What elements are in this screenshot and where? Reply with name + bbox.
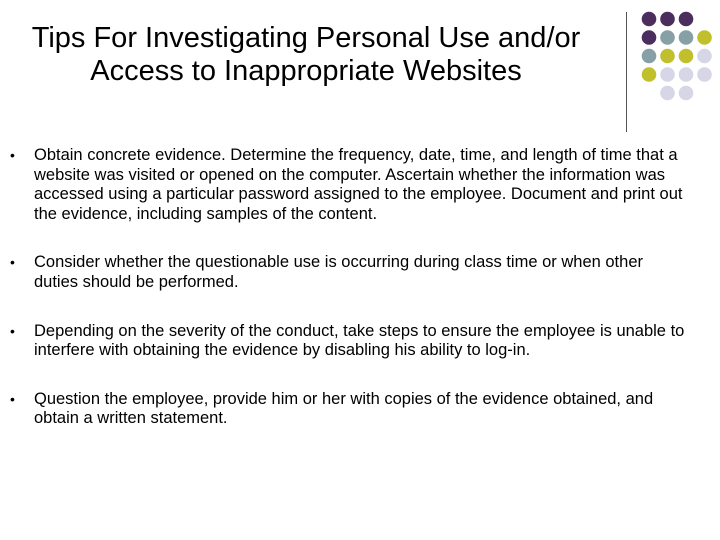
decorative-dot-olive — [679, 49, 694, 64]
slide-title-line-1: Tips For Investigating Personal Use and/or — [31, 22, 581, 54]
title-divider-line — [626, 12, 627, 132]
bullet-list — [10, 146, 690, 429]
decorative-dot-light — [697, 67, 712, 82]
decorative-dot-olive — [697, 30, 712, 45]
decorative-dot-purple — [642, 12, 657, 27]
decorative-dot-purple — [679, 12, 694, 27]
decorative-dot-teal — [679, 30, 694, 45]
decorative-dot-light — [660, 86, 675, 101]
decorative-dot-light — [679, 67, 694, 82]
bullet-marker: • — [10, 254, 15, 271]
decorative-dot-light — [679, 86, 694, 101]
bullet-marker: • — [10, 322, 15, 339]
bullet-text: Depending on the severity of the conduct, take steps to ensure the employee is unable to interfere with obtaining the evidence by disabling his ability to log-in. — [34, 321, 685, 360]
decorative-dot-purple — [642, 30, 657, 45]
decorative-dot-grid — [640, 11, 720, 121]
bullet-marker: • — [10, 390, 15, 407]
decorative-dot-teal — [642, 49, 657, 64]
decorative-dot-olive — [642, 67, 657, 82]
bullet-item-evidence — [10, 146, 690, 224]
decorative-dot-light — [660, 67, 675, 82]
slide-title-line-2: Access to Inappropriate Websites — [90, 55, 522, 87]
decorative-dot-purple — [660, 12, 675, 27]
bullet-item-question-employee — [10, 390, 690, 429]
slide-title — [0, 22, 612, 88]
bullet-text: Consider whether the questionable use is occurring during class time or when other duties should be performed. — [34, 253, 643, 291]
decorative-dot-olive — [660, 49, 675, 64]
bullet-text: Obtain concrete evidence. Determine the frequency, date, time, and length of time that a website was visited or opened on the computer. Ascertain whether the information was accessed using a particular password assigned to the employee. Document and print out the evidence, including samples of the content. — [34, 146, 683, 223]
decorative-dot-light — [697, 49, 712, 64]
decorative-dot-teal — [660, 30, 675, 45]
bullet-marker: • — [10, 147, 15, 163]
bullet-text: Question the employee, provide him or her with copies of the evidence obtained, and obtain a written statement. — [34, 389, 654, 428]
bullet-item-disable-login — [10, 322, 690, 361]
bullet-item-questionable-use — [10, 253, 690, 292]
